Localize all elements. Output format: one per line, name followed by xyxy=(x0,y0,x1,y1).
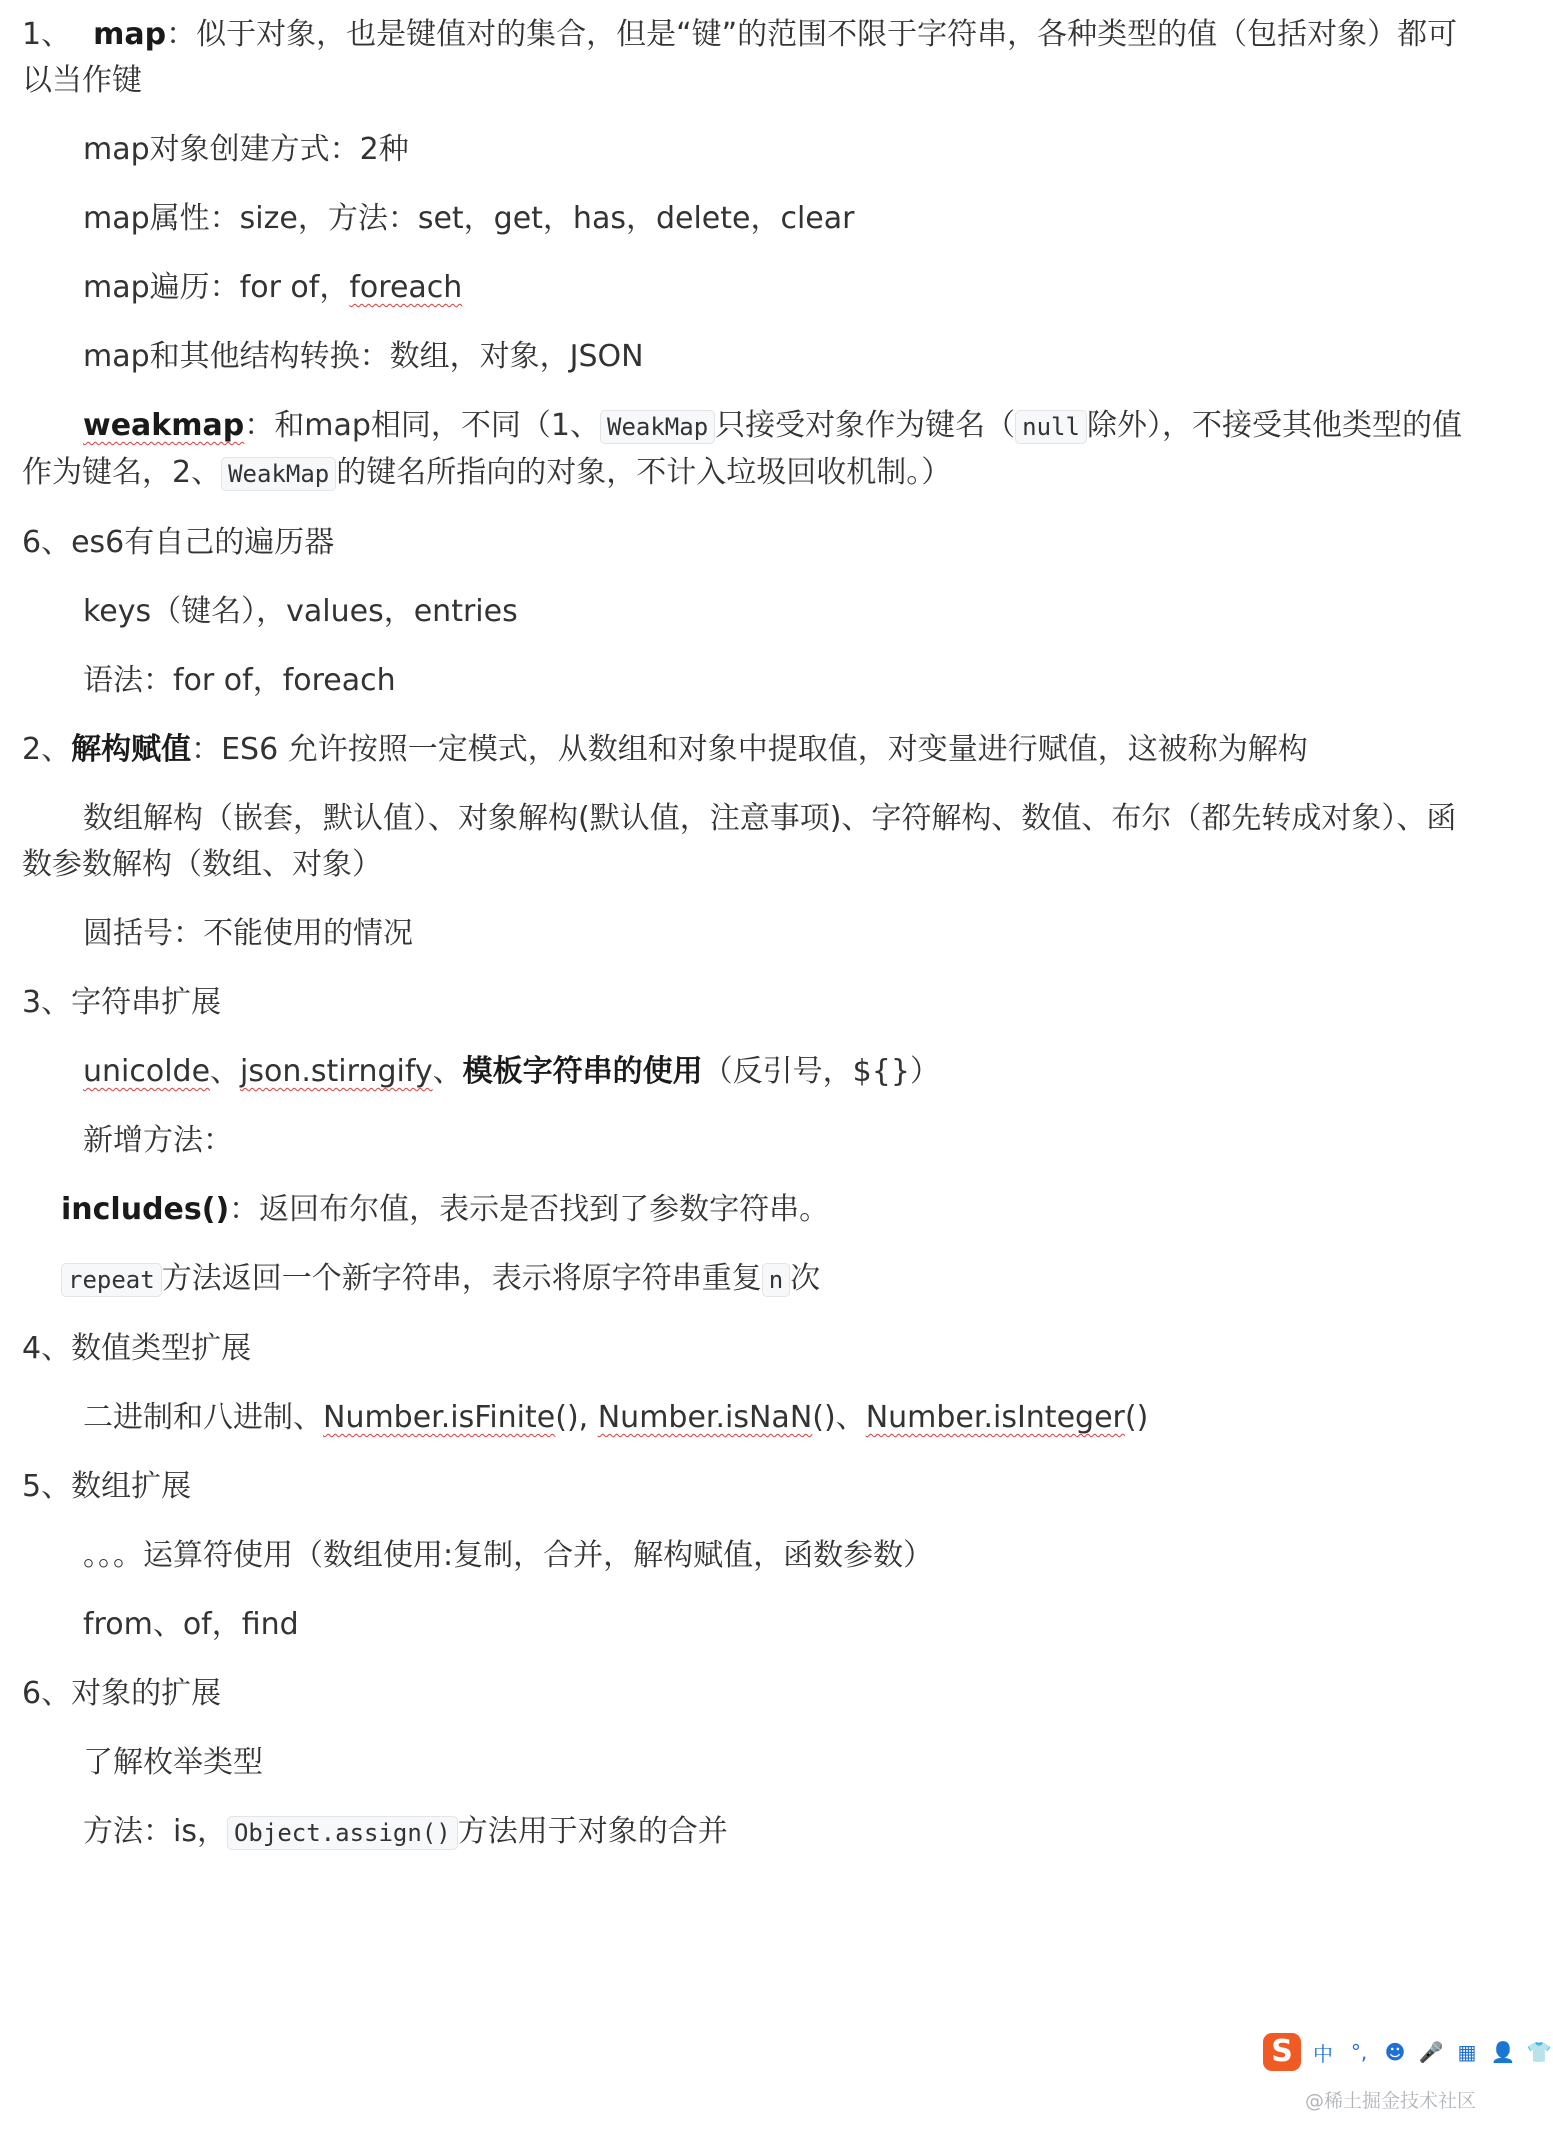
ime-user-icon[interactable]: 👤 xyxy=(1490,2040,1516,2064)
number-methods: 二进制和八进制、Number.isFinite(), Number.isNaN()、Number.isInteger() xyxy=(83,1400,1149,1435)
object-enum: 了解枚举类型 xyxy=(83,1745,263,1780)
ime-skin-icon[interactable]: 👕 xyxy=(1526,2040,1552,2064)
array-heading: 5、数组扩展 xyxy=(22,1469,192,1504)
destructuring-title: 解构赋值 xyxy=(71,732,192,767)
code-repeat: repeat xyxy=(61,1263,162,1297)
destructuring-kinds: 数组解构（嵌套，默认值）、对象解构(默认值，注意事项)、字符解构、数值、布尔（都先转成对象）、函数参数解构（数组、对象） xyxy=(22,801,1457,882)
weakmap-title: weakmap xyxy=(83,408,245,443)
map-convert: map和其他结构转换：数组，对象，JSON xyxy=(83,339,644,374)
section-number: 1、 xyxy=(22,17,72,52)
ime-microphone-icon[interactable]: 🎤 xyxy=(1418,2040,1444,2064)
ime-toolbar[interactable] xyxy=(1263,2032,1553,2072)
sogou-logo-icon[interactable]: S xyxy=(1263,2033,1301,2071)
code-object-assign: Object.assign() xyxy=(227,1816,458,1850)
map-title: map xyxy=(93,17,167,52)
array-spread: 。。。运算符使用（数组使用:复制，合并，解构赋值，函数参数） xyxy=(83,1538,934,1573)
document-body xyxy=(22,12,1484,1879)
ime-emoji-icon[interactable]: ☻ xyxy=(1384,2040,1406,2064)
number-heading: 4、数值类型扩展 xyxy=(22,1331,252,1366)
map-iteration: map遍历：for of，foreach xyxy=(83,270,463,305)
weakmap-paragraph: weakmap：和map相同，不同（1、 WeakMap 只接受对象作为键名（ null 除外），不接受其他类型的值作为键名，2、 WeakMap 的键名所指向的对象，不计入垃圾回收机制。） xyxy=(22,408,1462,490)
iterator-keys: keys（键名），values，entries xyxy=(83,594,518,629)
iterator-heading: 6、es6有自己的遍历器 xyxy=(22,525,335,560)
includes-name: includes() xyxy=(61,1192,230,1227)
ime-punctuation-button[interactable]: °, xyxy=(1350,2040,1368,2064)
map-intro xyxy=(22,12,1484,104)
foreach-word: foreach xyxy=(349,270,463,305)
string-repeat: repeat 方法返回一个新字符串，表示将原字符串重复 n 次 xyxy=(22,1256,1484,1303)
map-props: map属性：size，方法：set，get，has，delete，clear xyxy=(83,201,855,236)
code-n: n xyxy=(762,1263,790,1297)
template-string-title: 模板字符串的使用 xyxy=(462,1054,703,1089)
iterator-syntax: 语法：for of，foreach xyxy=(83,663,396,698)
watermark: @稀土掘金技术社区 xyxy=(1305,2090,1477,2112)
code-null: null xyxy=(1015,410,1087,444)
array-methods: from、of，find xyxy=(83,1607,299,1642)
ime-keyboard-icon[interactable]: ▦ xyxy=(1457,2040,1477,2064)
string-new-methods: 新增方法： xyxy=(83,1123,233,1158)
destructuring-intro: 2、解构赋值：ES6 允许按照一定模式，从数组和对象中提取值，对变量进行赋值，这被称为解构 xyxy=(22,732,1308,767)
map-create: map对象创建方式：2种 xyxy=(83,132,409,167)
object-heading: 6、对象的扩展 xyxy=(22,1676,222,1711)
map-description: ：似于对象，也是键值对的集合，但是“键”的范围不限于字符串，各种类型的值（包括对象）都可以当作键 xyxy=(22,17,1458,98)
string-heading: 3、字符串扩展 xyxy=(22,985,222,1020)
code-weakmap: WeakMap xyxy=(600,410,715,444)
string-includes: includes()：返回布尔值，表示是否找到了参数字符串。 xyxy=(61,1192,830,1227)
object-methods: 方法：is， Object.assign() 方法用于对象的合并 xyxy=(83,1814,728,1849)
ime-chinese-mode-button[interactable]: 中 xyxy=(1313,2041,1333,2066)
destructuring-parens: 圆括号：不能使用的情况 xyxy=(83,916,413,951)
code-weakmap: WeakMap xyxy=(221,457,336,491)
string-features: unicolde、json.stirngify、模板字符串的使用（反引号，${}） xyxy=(83,1054,940,1089)
